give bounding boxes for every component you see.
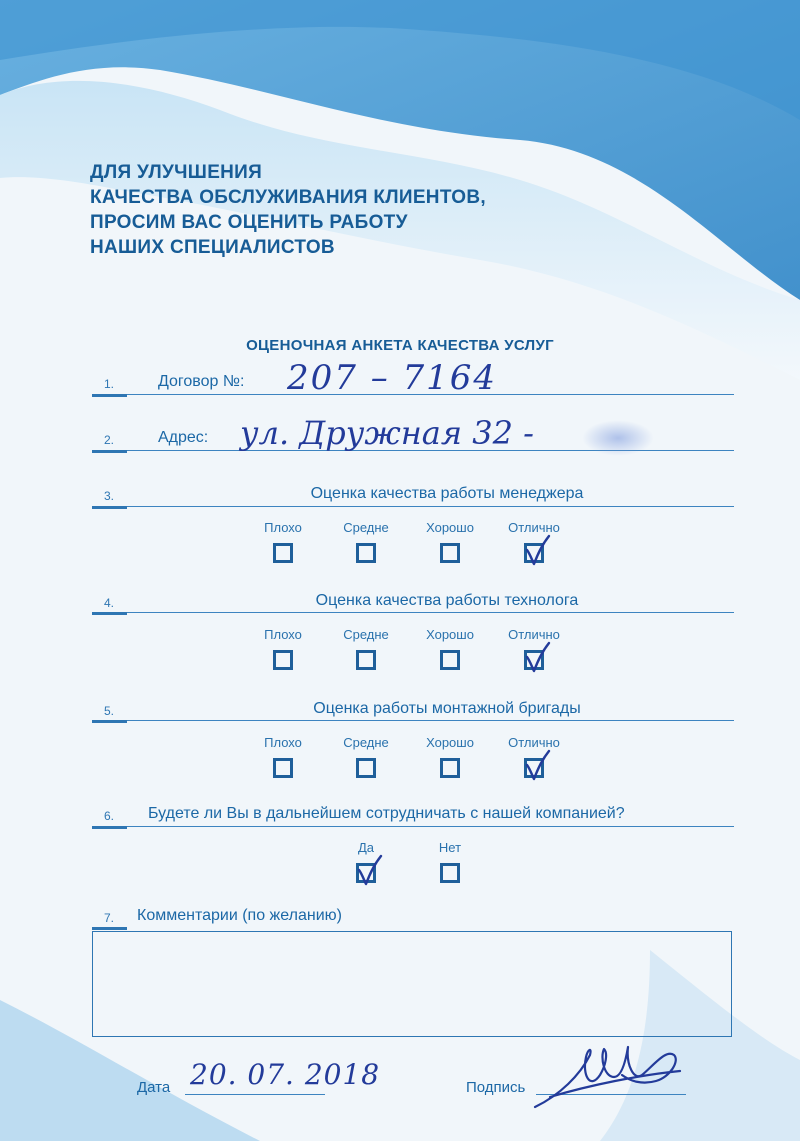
address-label: Адрес: bbox=[158, 429, 209, 446]
comments-field[interactable] bbox=[92, 931, 732, 1037]
q5-option-2 bbox=[415, 735, 485, 778]
q5-number: 5. bbox=[104, 704, 115, 718]
signature-image[interactable] bbox=[530, 1035, 690, 1115]
q2-number: 2. bbox=[104, 433, 115, 447]
q7-number: 7. bbox=[104, 911, 115, 925]
q3-option-1 bbox=[331, 520, 401, 563]
option-label: Хорошо bbox=[426, 520, 474, 535]
option-label: Средне bbox=[343, 520, 389, 535]
q3-option-3 bbox=[499, 520, 569, 563]
header-line-3: ПРОСИМ ВАС ОЦЕНИТЬ РАБОТУ bbox=[90, 212, 408, 233]
option-label: Хорошо bbox=[426, 735, 474, 750]
option-label: Средне bbox=[343, 627, 389, 642]
q5-option-1 bbox=[331, 735, 401, 778]
checkbox-checked[interactable] bbox=[524, 650, 544, 670]
form-header bbox=[90, 160, 690, 260]
date-value[interactable]: 20. 07. 2018 bbox=[190, 1058, 381, 1091]
installation-rating-label: Оценка работы монтажной бригады bbox=[313, 700, 581, 717]
comments-label: Комментарии (по желанию) bbox=[137, 907, 342, 924]
checkbox[interactable] bbox=[440, 543, 460, 563]
option-label: Отлично bbox=[508, 520, 560, 535]
signature-label: Подпись bbox=[466, 1079, 526, 1096]
checkbox-checked[interactable] bbox=[356, 863, 376, 883]
check-mark-icon bbox=[523, 749, 551, 781]
option-label: Плохо bbox=[264, 627, 302, 642]
option-label: Плохо bbox=[264, 520, 302, 535]
address-value[interactable]: ул. Дружная 32 - bbox=[240, 414, 534, 452]
date-underline bbox=[185, 1094, 325, 1095]
q3-option-0 bbox=[248, 520, 318, 563]
q4-option-3 bbox=[499, 627, 569, 670]
header-line-4: НАШИХ СПЕЦИАЛИСТОВ bbox=[90, 237, 335, 258]
check-mark-icon bbox=[523, 641, 551, 673]
q4-option-0 bbox=[248, 627, 318, 670]
check-mark-icon bbox=[355, 854, 383, 886]
q5-underline bbox=[92, 720, 734, 721]
checkbox[interactable] bbox=[356, 758, 376, 778]
technologist-rating-label: Оценка качества работы технолога bbox=[315, 592, 579, 609]
header-line-1: ДЛЯ УЛУЧШЕНИЯ bbox=[90, 162, 263, 183]
option-label: Плохо bbox=[264, 735, 302, 750]
q3-option-2 bbox=[415, 520, 485, 563]
manager-rating-label: Оценка качества работы менеджера bbox=[310, 485, 584, 502]
cooperation-question: Будете ли Вы в дальнейшем сотрудничать с нашей компанией? bbox=[148, 805, 625, 822]
q6-underline bbox=[92, 826, 734, 827]
checkbox[interactable] bbox=[273, 543, 293, 563]
checkbox[interactable] bbox=[356, 543, 376, 563]
contract-label: Договор №: bbox=[158, 373, 245, 390]
q5-option-0 bbox=[248, 735, 318, 778]
q4-underline bbox=[92, 612, 734, 613]
q3-underline bbox=[92, 506, 734, 507]
header-line-2: КАЧЕСТВА ОБСЛУЖИВАНИЯ КЛИЕНТОВ, bbox=[90, 187, 486, 208]
q1-number: 1. bbox=[104, 377, 115, 391]
contract-number-value[interactable]: 207 – 7164 bbox=[287, 358, 498, 398]
q6-option-0 bbox=[331, 840, 401, 883]
option-label: Отлично bbox=[508, 627, 560, 642]
q6-number: 6. bbox=[104, 809, 115, 823]
checkbox-checked[interactable] bbox=[524, 543, 544, 563]
checkbox[interactable] bbox=[273, 650, 293, 670]
q6-option-1 bbox=[415, 840, 485, 883]
form-title: ОЦЕНОЧНАЯ АНКЕТА КАЧЕСТВА УСЛУГ bbox=[246, 337, 554, 354]
checkbox[interactable] bbox=[440, 863, 460, 883]
q4-option-2 bbox=[415, 627, 485, 670]
checkbox[interactable] bbox=[440, 758, 460, 778]
checkbox[interactable] bbox=[273, 758, 293, 778]
option-label: Средне bbox=[343, 735, 389, 750]
option-label: Хорошо bbox=[426, 627, 474, 642]
q4-number: 4. bbox=[104, 596, 115, 610]
checkbox[interactable] bbox=[440, 650, 460, 670]
q5-option-3 bbox=[499, 735, 569, 778]
option-label: Нет bbox=[438, 840, 462, 855]
option-label: Да bbox=[357, 840, 375, 855]
redacted-blur bbox=[582, 420, 654, 456]
option-label: Отлично bbox=[508, 735, 560, 750]
check-mark-icon bbox=[523, 534, 551, 566]
checkbox[interactable] bbox=[356, 650, 376, 670]
q4-option-1 bbox=[331, 627, 401, 670]
checkbox-checked[interactable] bbox=[524, 758, 544, 778]
date-label: Дата bbox=[137, 1079, 171, 1096]
q3-number: 3. bbox=[104, 489, 115, 503]
